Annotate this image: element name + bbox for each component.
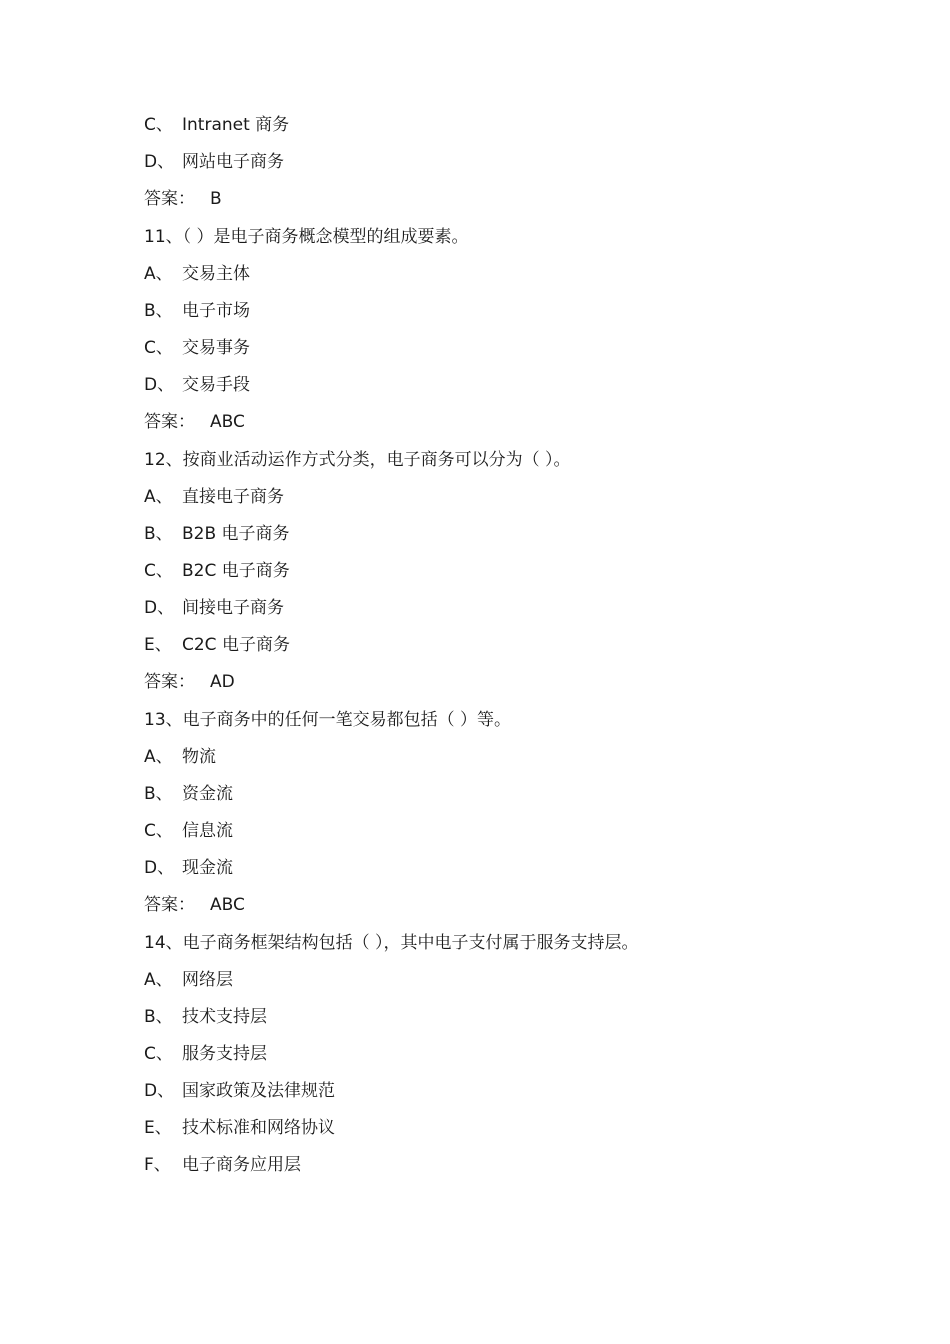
answer-value: B [210, 189, 222, 209]
option-text: C2C 电子商务 [182, 635, 290, 655]
answer-line [144, 887, 864, 924]
option-text: 交易事务 [182, 338, 250, 358]
option-label: C、 [144, 821, 173, 841]
option-line [144, 293, 864, 330]
option-line [144, 1110, 864, 1147]
option-line [144, 776, 864, 813]
option-text: B2C 电子商务 [182, 561, 290, 581]
option-text: 信息流 [182, 821, 233, 841]
option-text: Intranet 商务 [182, 115, 290, 135]
option-text: 电子市场 [182, 301, 250, 321]
option-line [144, 330, 864, 367]
question-stem: 12、按商业活动运作方式分类，电子商务可以分为（ ）。 [144, 450, 571, 470]
option-text: 现金流 [182, 858, 233, 878]
option-label: A、 [144, 487, 173, 507]
option-line [144, 627, 864, 664]
document-page [144, 107, 864, 1184]
option-line [144, 144, 864, 181]
option-line [144, 553, 864, 590]
option-text: 国家政策及法律规范 [182, 1081, 335, 1101]
option-text: 交易手段 [182, 375, 250, 395]
option-label: F、 [144, 1155, 171, 1175]
option-line [144, 590, 864, 627]
option-line [144, 999, 864, 1036]
option-line [144, 256, 864, 293]
option-text: B2B 电子商务 [182, 524, 290, 544]
option-line [144, 367, 864, 404]
answer-line [144, 404, 864, 441]
option-label: A、 [144, 747, 173, 767]
option-text: 物流 [182, 747, 216, 767]
option-line [144, 479, 864, 516]
question-stem: 14、电子商务框架结构包括（ ），其中电子支付属于服务支持层。 [144, 933, 639, 953]
option-label: D、 [144, 858, 175, 878]
question-stem: 13、电子商务中的任何一笔交易都包括（ ）等。 [144, 710, 512, 730]
option-line [144, 962, 864, 999]
option-text: 直接电子商务 [182, 487, 284, 507]
option-label: C、 [144, 1044, 173, 1064]
option-label: C、 [144, 115, 173, 135]
answer-value: ABC [210, 412, 245, 432]
option-text: 服务支持层 [182, 1044, 267, 1064]
option-text: 网络层 [182, 970, 233, 990]
option-label: D、 [144, 1081, 175, 1101]
option-label: B、 [144, 1007, 173, 1027]
option-label: C、 [144, 338, 173, 358]
option-label: E、 [144, 1118, 172, 1138]
option-line [144, 1073, 864, 1110]
answer-label: 答案： [144, 895, 195, 915]
option-label: D、 [144, 152, 175, 172]
option-line [144, 1147, 864, 1184]
answer-label: 答案： [144, 189, 195, 209]
answer-label: 答案： [144, 412, 195, 432]
option-line [144, 813, 864, 850]
option-line [144, 739, 864, 776]
option-text: 电子商务应用层 [182, 1155, 301, 1175]
option-line [144, 516, 864, 553]
option-label: A、 [144, 970, 173, 990]
option-label: D、 [144, 598, 175, 618]
answer-line [144, 181, 864, 218]
question-stem: 11、（ ）是电子商务概念模型的组成要素。 [144, 227, 469, 247]
option-label: B、 [144, 784, 173, 804]
answer-value: AD [210, 672, 235, 692]
option-text: 资金流 [182, 784, 233, 804]
option-label: C、 [144, 561, 173, 581]
option-text: 间接电子商务 [182, 598, 284, 618]
option-text: 网站电子商务 [182, 152, 284, 172]
option-label: B、 [144, 524, 173, 544]
option-label: E、 [144, 635, 172, 655]
answer-value: ABC [210, 895, 245, 915]
option-text: 交易主体 [182, 264, 250, 284]
option-line [144, 850, 864, 887]
option-label: A、 [144, 264, 173, 284]
option-label: B、 [144, 301, 173, 321]
answer-line [144, 664, 864, 701]
answer-label: 答案： [144, 672, 195, 692]
option-text: 技术支持层 [182, 1007, 267, 1027]
option-line [144, 1036, 864, 1073]
option-text: 技术标准和网络协议 [182, 1118, 335, 1138]
option-line [144, 107, 864, 144]
option-label: D、 [144, 375, 175, 395]
